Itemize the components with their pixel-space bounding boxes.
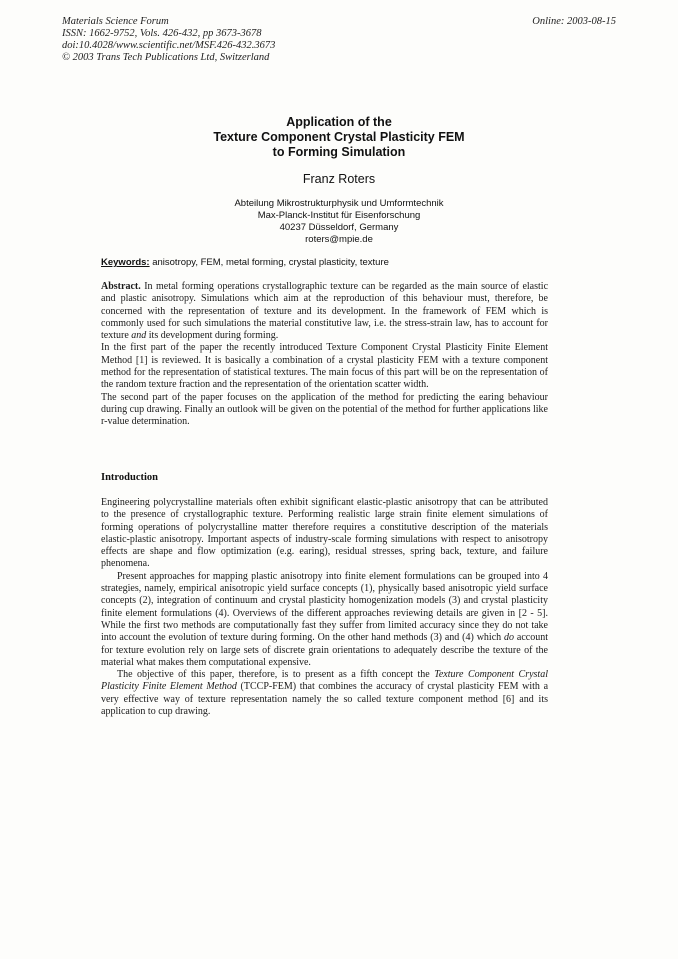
abstract-emphasis: and [131,330,147,342]
intro-text: (TCCP-FEM) that combines the accuracy of crystal plasticity FEM with a very effective way of texture representation namely the so called texture component method [6] and its application to cup drawing. [101,681,549,718]
abstract-paragraph: The second part of the paper focuses on the application of the method for predicting the earing behaviour during cup drawing. Finally an outlook will be given on the potential of the method for further applications like r-value determination. [101,391,548,428]
intro-paragraph [101,571,548,669]
affiliation-department: Abteilung Mikrostrukturphysik und Umformtechnik [234,198,444,209]
section-heading-introduction: Introduction [101,472,158,483]
affiliation-institute: Max-Planck-Institut für Eisenforschung [257,210,421,221]
author-email[interactable]: roters@mpie.de [305,234,373,245]
abstract-text: In metal forming operations crystallographic texture can be regarded as the main source of elastic and plastic anisotropy. Simulations which aim at the reproduction of this behaviour must, therefore, be concerned with the representation of texture and its development. In the framework of FEM which is commonly used for such simulations the material constitutive law, i.e. the stress-strain law, has to account for texture [101,281,549,342]
title-line: Texture Component Crystal Plasticity FEM [213,130,465,144]
abstract [101,281,548,429]
introduction-body [101,497,548,718]
abstract-paragraph: In the first part of the paper the recently introduced Texture Component Crystal Plasticity Finite Element Method [1] is reviewed. It is basically a combination of a crystal plasticity FEM with a texture component method for the representation of statistical textures. The main focus of this part will be on the representation of the random texture fraction and the representation of the orientation scatter width. [101,342,548,391]
author-name: Franz Roters [302,172,376,186]
journal-doi[interactable]: doi:10.4028/www.scientific.net/MSF.426-432.3673 [62,40,276,51]
affiliation-address: 40237 Düsseldorf, Germany [279,222,399,233]
abstract-text: its development during forming. [148,330,279,342]
journal-copyright: © 2003 Trans Tech Publications Ltd, Switzerland [62,52,270,63]
online-date: Online: 2003-08-15 [532,16,616,27]
keywords-label: Keywords: [101,257,150,268]
intro-emphasis: Texture Component Crystal Plasticity Finite Element Method [101,669,548,693]
abstract-paragraph [101,281,548,342]
keywords-text: anisotropy, FEM, metal forming, crystal plasticity, texture [152,257,389,268]
affiliation [0,198,678,246]
abstract-label: Abstract. [101,281,141,292]
title-line: Application of the [286,115,392,129]
journal-name: Materials Science Forum [62,16,169,27]
journal-header [62,16,275,64]
intro-emphasis: do [504,632,515,644]
title-line: to Forming Simulation [272,145,406,159]
intro-text: account for texture evolution rely on large sets of discrete grain orientations to adequately describe the texture of the material what makes them computational expensive. [101,632,549,668]
keywords [101,257,389,268]
intro-text: The objective of this paper, therefore, is to present as a fifth concept the [117,669,430,681]
intro-text: Present approaches for mapping plastic anisotropy into finite element formulations can be grouped into 4 strategies, namely, empirical anisotropic yield surface concepts (1), physically based anisotropic yield surface concepts (2), integration of continuum and crystal plasticity homogenization models (3) and crystal plasticity finite element formulations (4). Overviews of the different approaches reviewing details are given in [2 - 5]. While the first two methods are computationally fast they suffer from limited accuracy since they do not take into account the evolution of texture during forming. On the other hand methods (3) and (4) which [101,570,548,644]
intro-paragraph: Engineering polycrystalline materials often exhibit significant elastic-plastic anisotropy that can be attributed to the presence of crystallographic texture. Performing realistic large strain finite element simulations of forming operations of polycrystalline matter therefore requires a constitutive description of the materials elastic-plastic anisotropy. Important aspects of industry-scale forming simulations with respect to anisotropy effects are shape and flow optimization (e.g. earing), residual stresses, spring back, texture, and failure phenomena. [101,497,548,570]
intro-paragraph [101,669,548,718]
journal-issn: ISSN: 1662-9752, Vols. 426-432, pp 3673-3678 [62,28,262,39]
paper-title [0,115,678,160]
